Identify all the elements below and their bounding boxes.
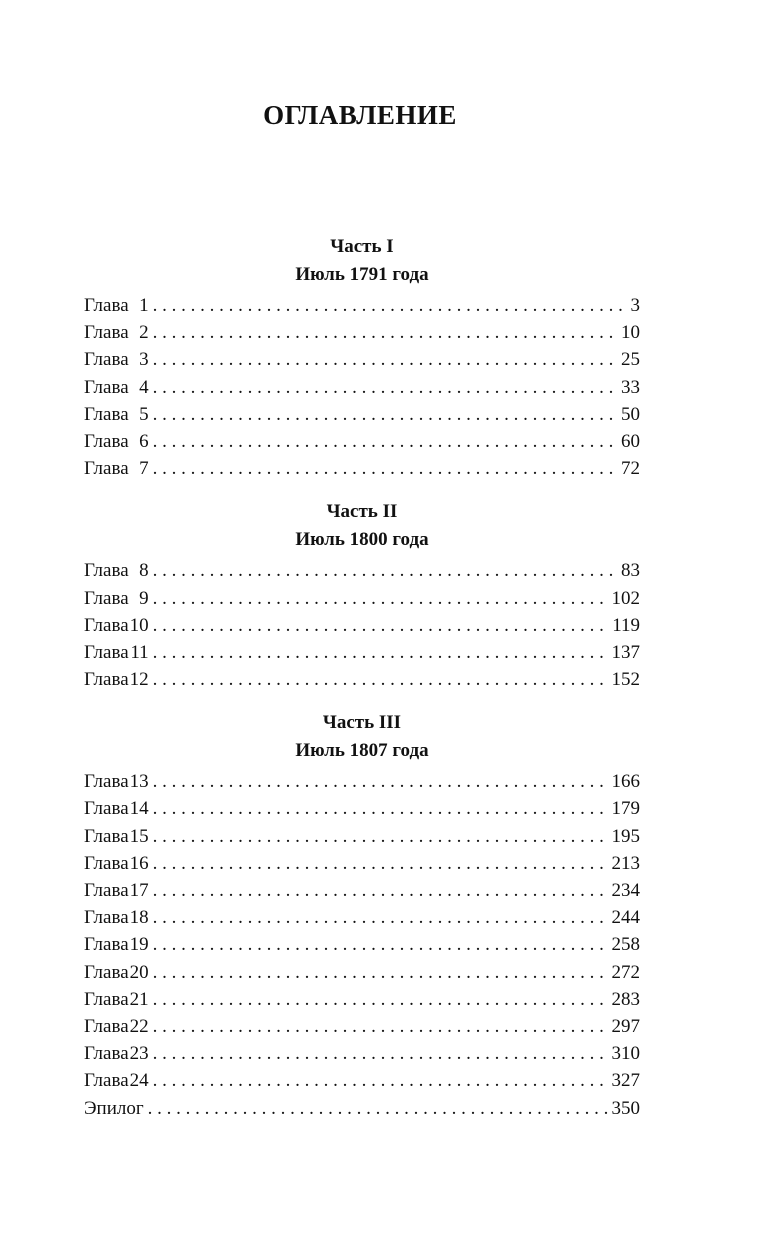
dot-leader: [153, 374, 617, 401]
dot-leader: [153, 850, 608, 877]
entry-page-number: 119: [612, 614, 640, 636]
entry-page-number: 166: [611, 771, 640, 793]
dot-leader: [153, 823, 608, 850]
entry-label: Глава: [84, 641, 129, 663]
entry-number: 8: [139, 560, 149, 582]
dot-leader: [153, 428, 617, 455]
entry-page-number: 50: [621, 403, 640, 425]
entry-page-number: 137: [611, 641, 640, 663]
toc-entry[interactable]: [84, 1013, 640, 1040]
entry-number: 15: [129, 825, 149, 847]
entry-page-number: 213: [611, 852, 640, 874]
entry-label: Глава: [84, 560, 129, 582]
entry-label: Глава: [84, 1015, 129, 1037]
toc-entry[interactable]: [84, 666, 640, 693]
entry-number: 22: [129, 1015, 149, 1037]
entry-label: Глава: [84, 458, 129, 480]
table-of-contents: [84, 233, 640, 1122]
entry-label: Глава: [84, 825, 129, 847]
entry-page-number: 102: [611, 587, 640, 609]
entry-page-number: 60: [621, 430, 640, 452]
entry-page-number: 3: [630, 295, 640, 316]
entry-number: 24: [129, 1070, 149, 1092]
entry-page-number: 350: [611, 1097, 640, 1119]
dot-leader: [153, 455, 617, 482]
dot-leader: [153, 401, 617, 428]
entry-page-number: 10: [621, 322, 640, 344]
entry-number: 20: [129, 961, 149, 983]
dot-leader: [153, 768, 608, 795]
toc-entry[interactable]: [84, 1095, 640, 1122]
page-title: ОГЛАВЛЕНИЕ: [263, 100, 457, 130]
toc-entry[interactable]: [84, 1067, 640, 1094]
entry-label: Глава: [84, 295, 129, 316]
part-subheading: Июль 1807 года: [295, 740, 429, 762]
entry-number: 16: [129, 852, 149, 874]
entry-label: Глава: [84, 771, 129, 793]
entry-page-number: 272: [611, 961, 640, 983]
entry-page-number: 297: [611, 1015, 640, 1037]
entry-number: 2: [139, 322, 149, 344]
toc-entry[interactable]: [84, 292, 640, 319]
entry-number: 17: [129, 880, 149, 901]
dot-leader: [153, 346, 617, 373]
part-heading: Часть II: [326, 501, 398, 523]
entry-number: 3: [139, 349, 149, 371]
dot-leader: [153, 795, 608, 822]
entry-label: Глава: [84, 669, 129, 691]
entry-label: Глава: [84, 587, 129, 609]
toc-entry[interactable]: [84, 850, 640, 877]
entry-page-number: 195: [611, 825, 640, 847]
toc-entry[interactable]: [84, 823, 640, 850]
entry-number: 9: [139, 587, 149, 609]
part-heading: Часть III: [322, 712, 402, 734]
entry-label: Эпилог: [84, 1097, 144, 1119]
entry-label: Глава: [84, 961, 129, 983]
entry-page-number: 25: [621, 349, 640, 371]
entry-number: 23: [129, 1043, 149, 1065]
entry-label: Глава: [84, 1043, 129, 1065]
dot-leader: [153, 666, 608, 693]
entry-label: Глава: [84, 349, 129, 371]
entry-page-number: 234: [611, 880, 640, 901]
entry-number: 13: [129, 771, 149, 793]
toc-entry[interactable]: [84, 768, 640, 795]
part-heading: Часть I: [330, 236, 394, 257]
entry-number: 7: [139, 458, 149, 480]
entry-label: Глава: [84, 403, 129, 425]
dot-leader: [153, 319, 617, 346]
dot-leader: [153, 612, 609, 639]
entry-number: 12: [129, 669, 149, 691]
toc-entry[interactable]: [84, 346, 640, 373]
toc-entry[interactable]: [84, 585, 640, 612]
entry-page-number: 327: [611, 1070, 640, 1092]
dot-leader: [153, 1067, 608, 1094]
dot-leader: [153, 959, 608, 986]
entry-number: 14: [129, 798, 149, 820]
dot-leader: [153, 557, 617, 584]
entry-label: Глава: [84, 907, 129, 929]
dot-leader: [153, 639, 608, 666]
dot-leader: [153, 585, 608, 612]
toc-entry[interactable]: [84, 986, 640, 1013]
dot-leader: [153, 292, 627, 319]
entry-label: Глава: [84, 322, 129, 344]
entry-number: 19: [129, 934, 149, 956]
entry-page-number: 310: [611, 1043, 640, 1065]
entry-label: Глава: [84, 880, 129, 901]
entry-label: Глава: [84, 934, 129, 956]
dot-leader: [153, 877, 608, 904]
toc-entry[interactable]: [84, 904, 640, 931]
entry-page-number: 283: [611, 988, 640, 1010]
toc-entry[interactable]: [84, 319, 640, 346]
entry-number: 6: [139, 430, 149, 452]
toc-entry[interactable]: [84, 877, 640, 904]
entry-label: Глава: [84, 1070, 129, 1092]
entry-number: 21: [129, 988, 149, 1010]
entry-number: 11: [130, 641, 149, 663]
entry-page-number: 83: [621, 560, 640, 582]
dot-leader: [153, 904, 608, 931]
dot-leader: [148, 1095, 608, 1122]
entry-number: 4: [139, 376, 149, 398]
entry-label: Глава: [84, 798, 129, 820]
toc-entry[interactable]: [84, 455, 640, 482]
toc-entry[interactable]: [84, 795, 640, 822]
entry-page-number: 72: [621, 458, 640, 480]
toc-entry[interactable]: [84, 401, 640, 428]
entry-number: 1: [139, 295, 149, 316]
toc-entry[interactable]: [84, 959, 640, 986]
entry-label: Глава: [84, 988, 129, 1010]
dot-leader: [153, 1013, 608, 1040]
entry-number: 5: [139, 403, 149, 425]
entry-page-number: 179: [611, 798, 640, 820]
toc-entry[interactable]: [84, 557, 640, 584]
entry-page-number: 258: [611, 934, 640, 956]
entry-page-number: 244: [611, 907, 640, 929]
dot-leader: [153, 986, 608, 1013]
part-subheading: Июль 1800 года: [295, 529, 429, 551]
entry-number: 10: [129, 614, 149, 636]
entry-label: Глава: [84, 376, 129, 398]
toc-entry[interactable]: [84, 374, 640, 401]
toc-entry[interactable]: [84, 1040, 640, 1067]
dot-leader: [153, 1040, 608, 1067]
entry-page-number: 33: [621, 376, 640, 398]
toc-entry[interactable]: [84, 931, 640, 958]
toc-entry[interactable]: [84, 612, 640, 639]
entry-label: Глава: [84, 614, 129, 636]
entry-label: Глава: [84, 852, 129, 874]
dot-leader: [153, 931, 608, 958]
entry-page-number: 152: [611, 669, 640, 691]
entry-label: Глава: [84, 430, 129, 452]
toc-entry[interactable]: [84, 428, 640, 455]
part-subheading: Июль 1791 года: [295, 264, 429, 285]
entry-number: 18: [129, 907, 149, 929]
toc-entry[interactable]: [84, 639, 640, 666]
